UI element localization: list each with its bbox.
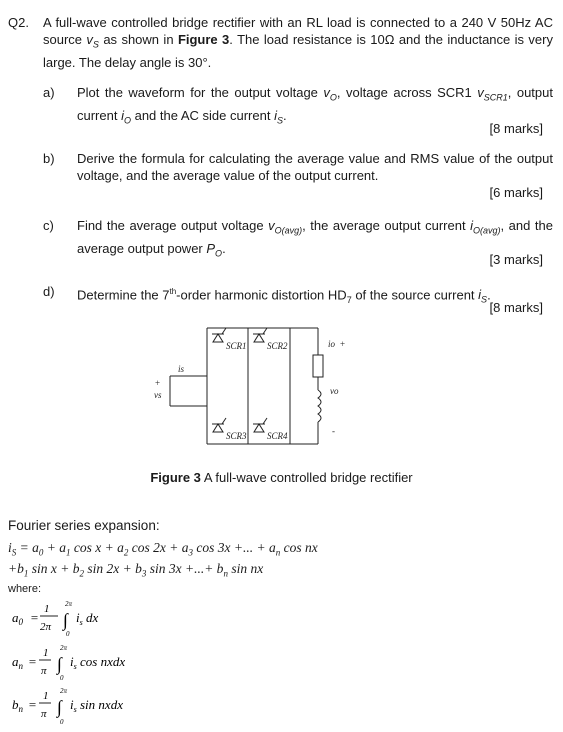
fourier-title: Fourier series expansion:: [8, 518, 160, 533]
vo-minus: -: [332, 426, 335, 436]
svg-text:1: 1: [43, 647, 49, 659]
svg-text:∫: ∫: [57, 654, 62, 674]
question-number: Q2.: [8, 15, 29, 30]
io-label: io: [328, 339, 336, 349]
scr4-label: SCR4: [267, 431, 288, 441]
scr3-label: SCR3: [226, 431, 247, 441]
figure-ref: Figure 3: [177, 32, 230, 47]
svg-text:=: =: [28, 654, 37, 669]
scr3-symbol: [212, 418, 226, 432]
formula-a0: [10, 598, 130, 644]
svg-text:is dx: $i_s$ dx: [76, 610, 99, 627]
scr2-symbol: [253, 328, 267, 342]
svg-text:1: 1: [43, 690, 49, 702]
svg-text:bn: $b_n$: [12, 697, 23, 714]
scr2-label: SCR2: [267, 341, 288, 351]
fourier-eq-cos: $i_S = a_0 + a_1$ $\cos x + a_2$ $\cos 2x + a_3$ cos 3x +... + $a_n$ cos nx: [8, 540, 318, 558]
scr1-label: SCR1: [226, 341, 247, 351]
svg-text:=: =: [30, 610, 39, 625]
svg-text:0: 0: [60, 674, 64, 682]
marks: [3 marks]: [489, 252, 543, 267]
part-label: b): [43, 151, 55, 166]
svg-text:0: 0: [60, 718, 64, 726]
svg-text:∫: ∫: [57, 697, 62, 717]
part-label: d): [43, 284, 55, 299]
bridge-rectifier-circuit: [150, 320, 370, 450]
vo-label: vo: [330, 386, 339, 396]
svg-text:a0: $a_0$: [12, 610, 23, 627]
svg-text:is sin nxdx: $i_s$ sin nxdx: [70, 697, 123, 714]
part-label: c): [43, 218, 54, 233]
svg-text:2π: 2π: [60, 644, 68, 652]
svg-text:2π: 2π: [60, 687, 68, 695]
svg-text:is cos nxdx: $i_s$ cos nxdx: [70, 654, 126, 671]
vs-label: vs: [154, 390, 162, 400]
marks: [8 marks]: [489, 121, 543, 136]
vo-plus: +: [340, 339, 346, 349]
svg-text:2π: 2π: [40, 621, 52, 633]
svg-text:=: =: [28, 697, 37, 712]
scr1-symbol: [212, 328, 226, 342]
marks: [8 marks]: [489, 300, 543, 315]
fourier-eq-sin: $+b_1$ $\sin x + b_2$ $\sin 2x + b_3$ sin 3x +...+ $b_n$ sin nx: [8, 561, 264, 579]
marks: [6 marks]: [489, 185, 543, 200]
vs-symbol: $v_S$: [86, 32, 99, 50]
is-label: is: [178, 364, 185, 374]
svg-text:∫: ∫: [63, 610, 68, 630]
svg-text:an: $a_n$: [12, 654, 23, 671]
svg-text:1: 1: [44, 603, 50, 615]
svg-text:π: π: [41, 708, 47, 720]
svg-text:0: 0: [66, 630, 70, 638]
part-label: a): [43, 85, 55, 100]
scr4-symbol: [253, 418, 267, 432]
vs-plus: +: [155, 378, 161, 388]
svg-text:π: π: [41, 665, 47, 677]
part-text: Determine the 7th-order harmonic distortion $HD_7$ of the source current $i_S$.: [77, 287, 491, 305]
part-text: Plot the waveform for the output voltage $v_O$, voltage across SCR1 $v_{SCR1}$, output current $i_O$ and the AC side current $i_S$.: [77, 85, 553, 126]
where-label: where:: [8, 583, 42, 595]
part-text: Find the average output voltage $v_{O(avg)}$, the average output current $i_{O(avg)}$, and the average output power $P_O$.: [77, 218, 553, 259]
formula-bn: [10, 686, 150, 732]
formula-an: [10, 643, 150, 687]
question-text: A full-wave controlled bridge rectifier with an RL load is connected to a 240 V 50Hz AC source $v_S$ as shown in Figure 3. The load resistance is 10Ω and the inductance is very large. The delay angle is 30°.: [43, 15, 553, 70]
part-text: Derive the formula for calculating the average value and RMS value of the output voltage, and the average value of the output current.: [77, 151, 553, 183]
figure-caption: Figure 3 A full-wave controlled bridge rectifier: [150, 470, 413, 485]
svg-text:2π: 2π: [65, 600, 73, 608]
